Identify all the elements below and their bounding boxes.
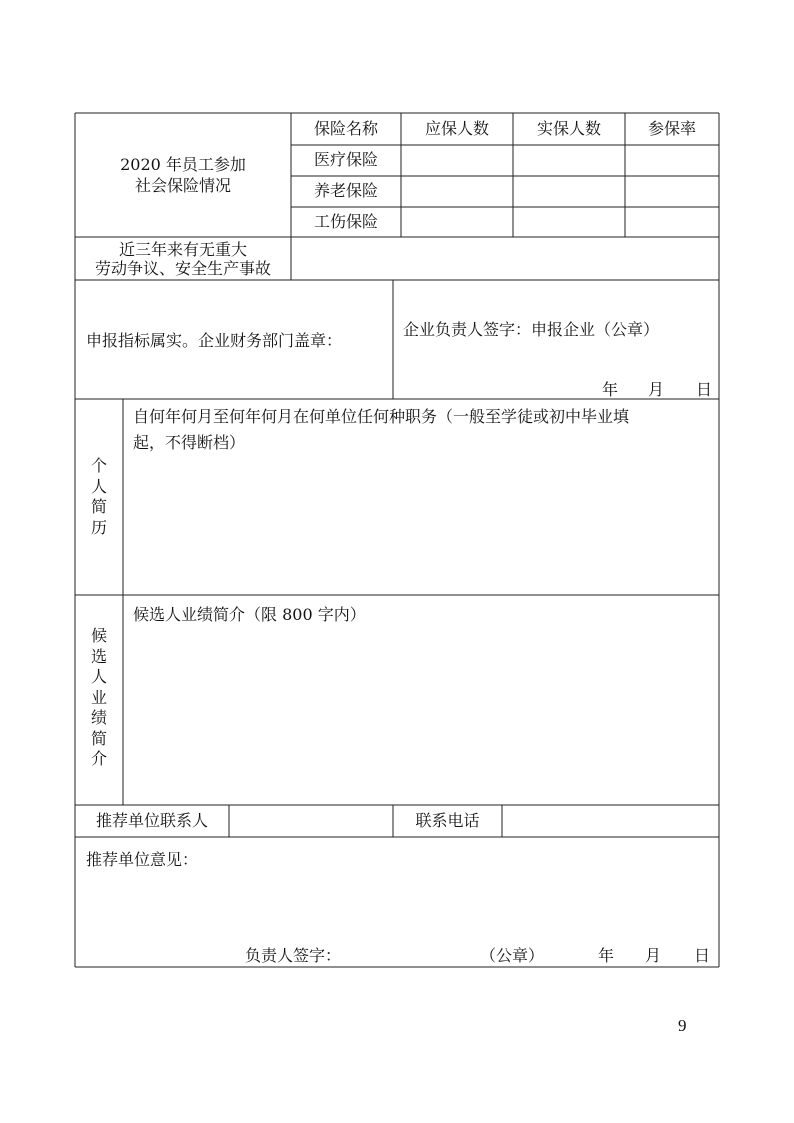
resume-hint-line2: 起，不得断档） bbox=[133, 433, 246, 452]
disputes-label-line1: 近三年来有无重大 bbox=[118, 240, 247, 259]
contact-phone-label: 联系电话 bbox=[415, 811, 480, 830]
page-number: 9 bbox=[678, 1016, 687, 1035]
achievements-vertical-label: 候选人业绩简介 bbox=[90, 626, 107, 768]
insurance-section-title-line2: 社会保险情况 bbox=[134, 176, 231, 195]
recommender-opinion-label: 推荐单位意见： bbox=[86, 850, 199, 869]
declaration-date-year: 年 bbox=[602, 380, 619, 399]
resume-hint-line1: 自何年何月至何年何月在何单位任何种职务（一般至学徒或初中毕业填 bbox=[133, 407, 630, 426]
opinion-signature-label: 负责人签字： bbox=[245, 946, 342, 965]
opinion-date-day: 日 bbox=[694, 946, 711, 965]
opinion-seal-text: （公章） bbox=[480, 946, 545, 965]
declaration-date-month: 月 bbox=[648, 380, 665, 399]
resume-vertical-label: 个人简历 bbox=[90, 456, 107, 537]
finance-declaration-text: 申报指标属实。企业财务部门盖章： bbox=[86, 331, 343, 350]
header-insurance-name: 保险名称 bbox=[313, 119, 378, 138]
opinion-date-month: 月 bbox=[645, 946, 662, 965]
header-insured-rate: 参保率 bbox=[647, 119, 696, 138]
contact-person-label: 推荐单位联系人 bbox=[95, 811, 208, 830]
header-should-insured: 应保人数 bbox=[424, 119, 489, 138]
opinion-date-year: 年 bbox=[598, 946, 615, 965]
header-actual-insured: 实保人数 bbox=[536, 119, 601, 138]
row-injury-insurance: 工伤保险 bbox=[313, 212, 378, 231]
row-medical-insurance: 医疗保险 bbox=[313, 150, 378, 169]
insurance-section-title-line1: 2020 年员工参加 bbox=[120, 155, 246, 174]
disputes-label-line2: 劳动争议、安全生产事故 bbox=[94, 259, 271, 278]
row-pension-insurance: 养老保险 bbox=[313, 181, 378, 200]
achievements-hint: 候选人业绩简介（限 800 字内） bbox=[133, 605, 366, 624]
enterprise-signature-text: 企业负责人签字：申报企业（公章） bbox=[403, 320, 660, 339]
declaration-date-day: 日 bbox=[696, 380, 713, 399]
